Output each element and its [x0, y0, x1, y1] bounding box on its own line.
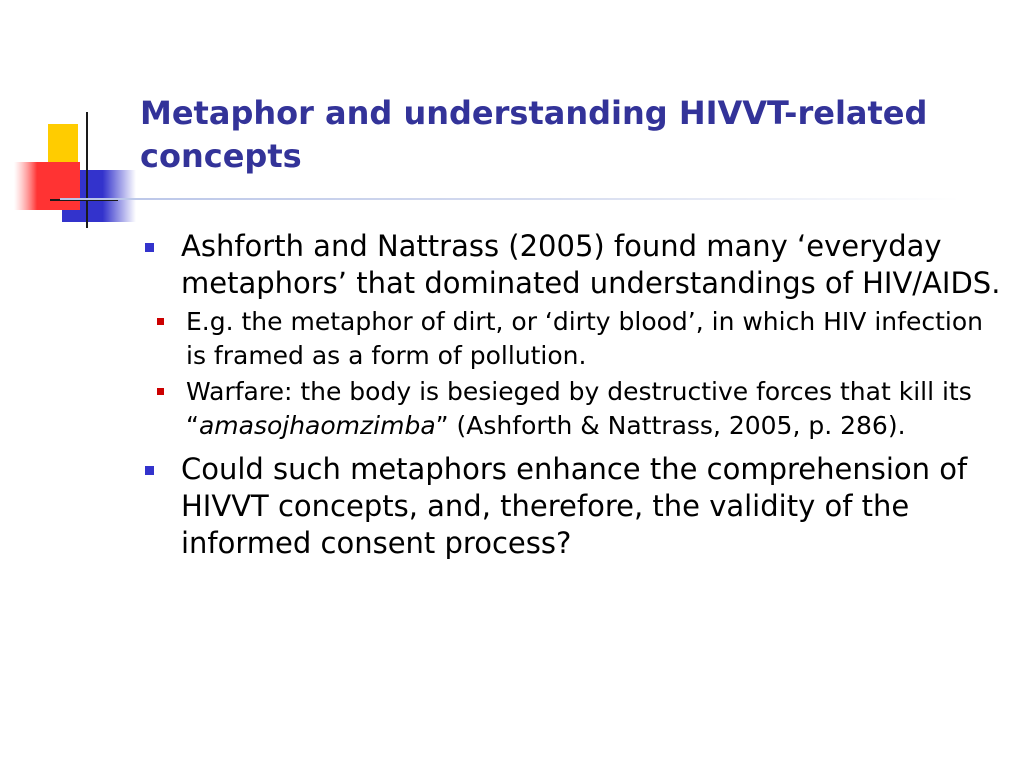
- sub-bullet-italic-term: amasojhaomzimba: [198, 411, 436, 440]
- bullet-text: Could such metaphors enhance the comprehension of HIVVT concepts, and, therefore, the validity of the informed consent process?: [181, 452, 968, 560]
- sub-bullet-text-after: ” (Ashforth & Nattrass, 2005, p. 286).: [435, 411, 906, 440]
- bullet-level1: [140, 228, 1010, 302]
- deco-vertical-line: [86, 112, 88, 228]
- slide-title: Metaphor and understanding HIVVT-related concepts: [140, 94, 928, 175]
- square-bullet-icon: [145, 243, 154, 252]
- bullet-level2: [140, 375, 1010, 443]
- sub-bullet-text-before: Warfare: the body is besieged by destructive forces that kill its “: [186, 377, 972, 440]
- sub-bullet-list: [140, 305, 1010, 443]
- sub-bullet-text: E.g. the metaphor of dirt, or ‘dirty blood’, in which HIV infection is framed as a form of pollution.: [186, 307, 983, 370]
- title-divider: [60, 198, 960, 200]
- slide-body: [140, 228, 1010, 562]
- square-bullet-icon: [157, 318, 164, 325]
- square-bullet-icon: [157, 388, 164, 395]
- decorative-squares-logo: [0, 0, 140, 240]
- bullet-level2: [140, 305, 1010, 373]
- square-bullet-icon: [145, 466, 154, 475]
- deco-yellow-square: [48, 124, 78, 164]
- deco-red-square: [14, 162, 80, 210]
- bullet-text: Ashforth and Nattrass (2005) found many ‘everyday metaphors’ that dominated understandings of HIV/AIDS.: [181, 229, 1001, 300]
- bullet-level1: [140, 451, 1010, 562]
